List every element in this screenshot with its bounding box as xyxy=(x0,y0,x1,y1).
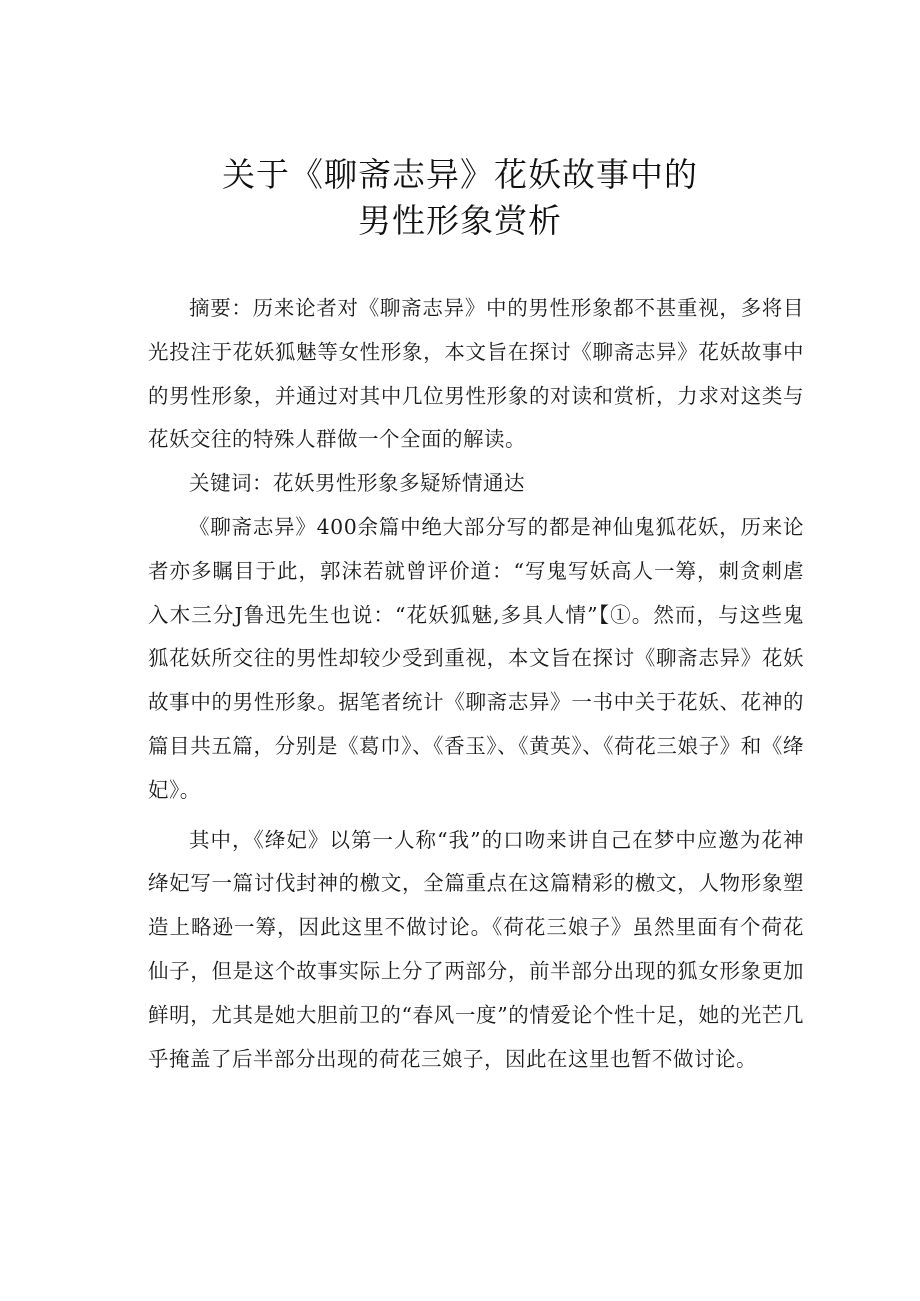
body-paragraph-2: 其中，《绛妃》以第一人称“我”的口吻来讲自己在梦中应邀为花神绛妃写一篇讨伐封神的檄文，全篇重点在这篇精彩的檄文，人物形象塑造上略逊一筹，因此这里不做讨论。《荷花三娘子》虽然里面有个荷花仙子，但是这个故事实际上分了两部分，前半部分出现的狐女形象更加鲜明，尤其是她大胆前卫的“春风一度”的情爱论个性十足，她的光芒几乎掩盖了后半部分出现的荷花三娘子，因此在这里也暂不做讨论。 xyxy=(148,827,804,1071)
document-body xyxy=(148,287,804,1081)
keywords-line: 关键词：花妖男性形象多疑矫情通达 xyxy=(189,471,525,496)
body-paragraph-1: 《聊斋志异》400余篇中绝大部分写的都是神仙鬼狐花妖，历来论者亦多瞩目于此，郭沫若就曾评价道：“写鬼写妖高人一筹，刺贪刺虐入木三分J鲁迅先生也说：“花妖狐魅,多具人情”【①。然而，与这些鬼狐花妖所交往的男性却较少受到重视，本文旨在探讨《聊斋志异》花妖故事中的男性形象。据笔者统计《聊斋志异》一书中关于花妖、花神的篇目共五篇，分别是《葛巾》、《香玉》、《黄英》、《荷花三娘子》和《绛妃》。 xyxy=(148,514,804,802)
title-line-2: 男性形象赏析 xyxy=(358,201,562,240)
document-title xyxy=(130,152,790,244)
abstract-paragraph: 摘要：历来论者对《聊斋志异》中的男性形象都不甚重视，多将目光投注于花妖狐魅等女性形象，本文旨在探讨《聊斋志异》花妖故事中的男性形象，并通过对其中几位男性形象的对读和赏析，力求对这类与花妖交往的特殊人群做一个全面的解读。 xyxy=(148,296,804,452)
title-line-1: 关于《聊斋志异》花妖故事中的 xyxy=(222,155,698,194)
